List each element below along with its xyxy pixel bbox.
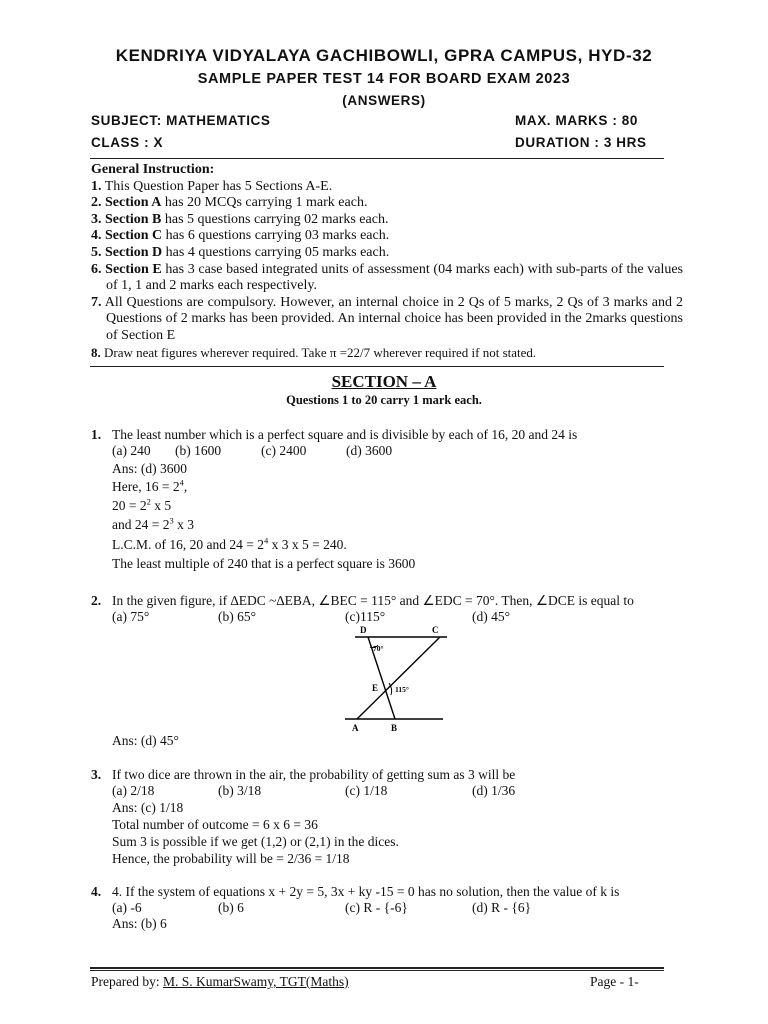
instruction-item: 5. Section D has 4 questions carrying 05 marks each. <box>91 244 390 260</box>
answers-label: (ANSWERS) <box>342 93 426 108</box>
section-title: SECTION – A <box>331 372 437 391</box>
page-number: Page - 1- <box>590 974 639 989</box>
instructions-divider <box>90 366 664 367</box>
label-angle-115: 115° <box>395 685 409 694</box>
option-a: (a) 2/18 <box>112 783 155 798</box>
solution-line: $20 = 2^2$ x 5 <box>112 496 172 513</box>
option-c: (c) 2400 <box>261 443 307 458</box>
instruction-item: 1. This Question Paper has 5 Sections A-E. <box>91 178 333 194</box>
solution-line: and $24 = 2^3$ x 3 <box>112 515 194 532</box>
instruction-item: 8. Draw neat figures wherever required. Take π =22/7 wherever required if not stated. <box>91 344 537 360</box>
question-text: If two dice are thrown in the air, the probability of getting sum as 3 will be <box>112 767 516 782</box>
author-name: M. S. KumarSwamy, TGT(Maths) <box>162 974 349 989</box>
question-number: 3. <box>91 767 102 782</box>
option-d: (d) 3600 <box>346 443 393 458</box>
class-label: CLASS : X <box>91 135 164 150</box>
instruction-item: 2. Section A has 20 MCQs carrying 1 mark each. <box>91 195 368 211</box>
option-a: (a) -6 <box>112 900 142 915</box>
line-ca <box>357 637 440 719</box>
label-c: C <box>432 625 439 635</box>
option-b: (b) 6 <box>218 900 244 915</box>
general-instructions <box>91 162 683 361</box>
triangle-figure <box>335 623 495 735</box>
solution-line: Here, $16 = 2^4$, <box>112 477 188 494</box>
solution-line: Sum 3 is possible if we get (1,2) or (2,1) in the dices. <box>112 834 399 849</box>
footer-prepared-by: Prepared by: M. S. KumarSwamy, TGT(Maths) <box>91 974 349 989</box>
option-b: (b) 3/18 <box>218 783 262 798</box>
option-a: (a) 75° <box>112 609 150 624</box>
label-angle-70: 70° <box>373 644 384 653</box>
option-d: (d) 1/36 <box>472 783 516 798</box>
label-e: E <box>372 683 379 693</box>
footer-divider-thin <box>90 970 664 971</box>
subject-label: SUBJECT: MATHEMATICS <box>91 113 271 128</box>
label-b: B <box>391 723 398 733</box>
solution-line: Hence, the probability will be = 2/36 = 1/18 <box>112 851 350 866</box>
question-text: In the given figure, if ∆EDC ~∆EBA, ∠BEC = 115° and ∠EDC = 70°. Then, ∠DCE is equal to <box>112 593 634 608</box>
max-marks-label: MAX. MARKS : 80 <box>515 113 639 128</box>
question-number: 2. <box>91 593 102 608</box>
duration-label: DURATION : 3 HRS <box>515 135 647 150</box>
question-number: 1. <box>91 427 102 442</box>
solution-line: L.C.M. of 16, 20 and $24 = 2^4$ x 3 x 5 = 240. <box>112 535 347 552</box>
solution-line: The least multiple of 240 that is a perfect square is 3600 <box>112 556 416 571</box>
option-c: (c) 1/18 <box>345 783 388 798</box>
answer: Ans: (c) 1/18 <box>112 800 184 815</box>
answer: Ans: (b) 6 <box>112 916 167 931</box>
option-c: (c)115° <box>345 609 386 624</box>
paper-title: SAMPLE PAPER TEST 14 FOR BOARD EXAM 2023 <box>197 71 571 87</box>
label-d: D <box>360 625 367 635</box>
header-divider <box>90 158 664 159</box>
label-a: A <box>352 723 359 733</box>
question-text: 4. If the system of equations x + 2y = 5, 3x + ky -15 = 0 has no solution, then the value of k is <box>112 884 620 899</box>
instruction-item: 6. Section E has 3 case based integrated units of assessment (04 marks each) with sub-parts of the values of 1, 1 and 2 marks each respectively. <box>91 261 684 294</box>
option-d: (d) R - {6} <box>472 900 532 915</box>
instructions-title: General Instruction: <box>91 162 215 177</box>
option-b: (b) 1600 <box>175 443 222 458</box>
solution-line: Total number of outcome = 6 x 6 = 36 <box>112 817 318 832</box>
instruction-item: 4. Section C has 6 questions carrying 03 marks each. <box>91 228 390 244</box>
option-c: (c) R - {-6} <box>345 900 408 915</box>
answer: Ans: (d) 3600 <box>112 461 187 476</box>
section-subtitle: Questions 1 to 20 carry 1 mark each. <box>286 393 482 407</box>
option-a: (a) 240 <box>112 443 151 458</box>
option-d: (d) 45° <box>472 609 511 624</box>
question-number: 4. <box>91 884 102 899</box>
instruction-item: 3. Section B has 5 questions carrying 02 marks each. <box>91 211 389 227</box>
instruction-item: 7. All Questions are compulsory. However, an internal choice in 2 Qs of 5 marks, 2 Qs of 3 marks and 2 Questions of 2 marks has been provided. An internal choice has been provided in the 2marks questions of Section E <box>91 294 683 343</box>
footer-divider <box>90 967 664 969</box>
question-text: The least number which is a perfect square and is divisible by each of 16, 20 and 24 is <box>112 427 578 442</box>
answer: Ans: (d) 45° <box>112 733 179 748</box>
school-title: KENDRIYA VIDYALAYA GACHIBOWLI, GPRA CAMPUS, HYD-32 <box>115 46 653 65</box>
option-b: (b) 65° <box>218 609 257 624</box>
